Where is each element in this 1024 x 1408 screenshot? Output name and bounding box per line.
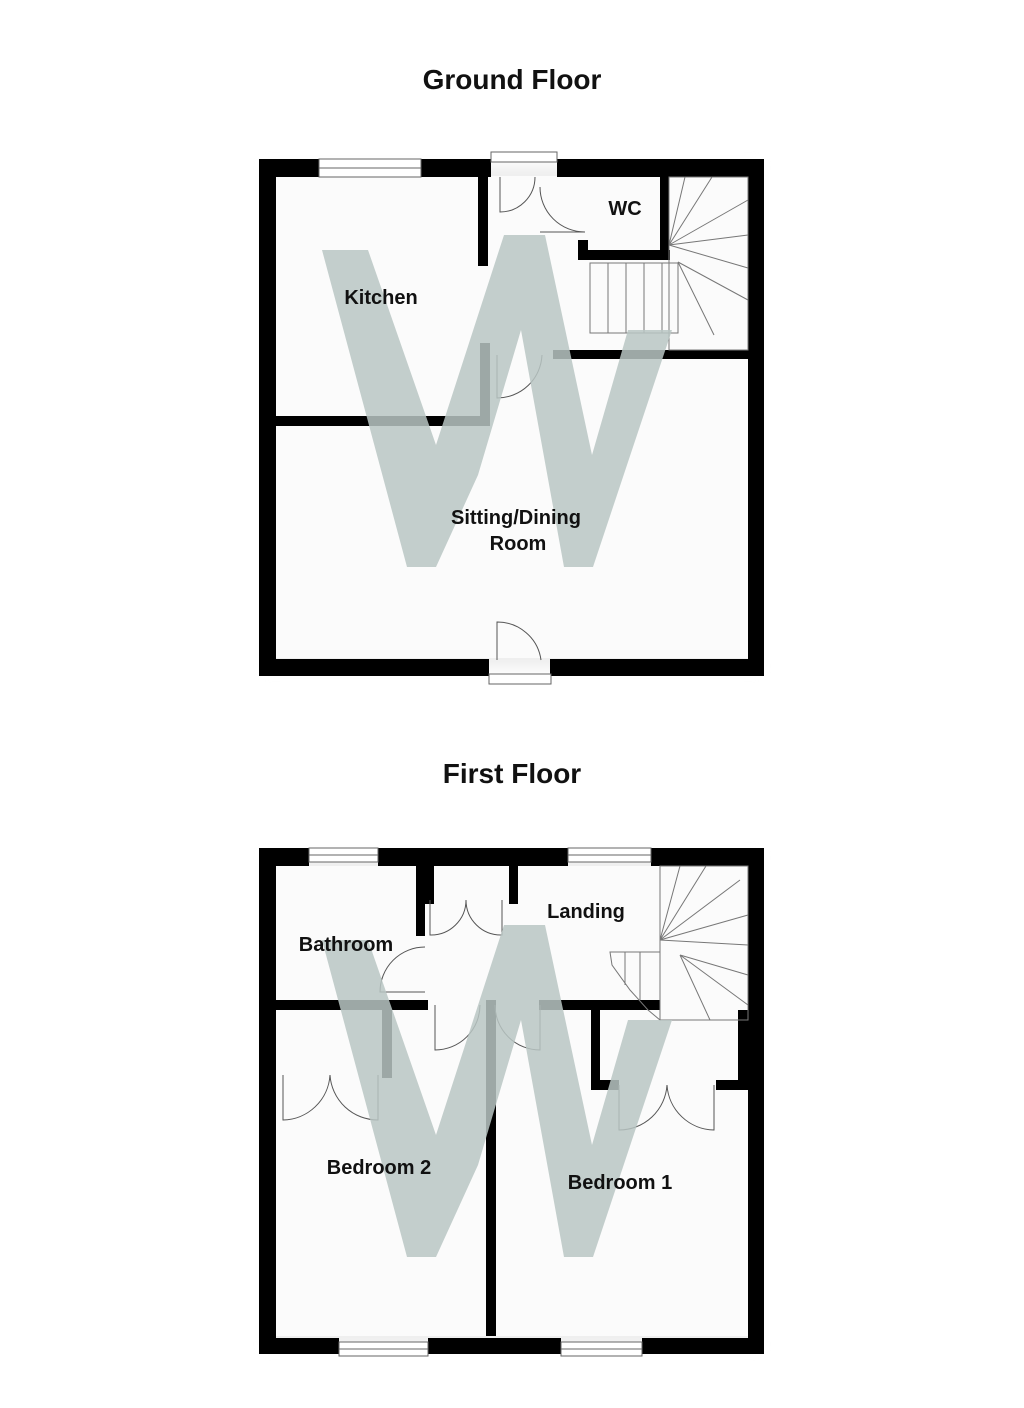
sitting-dining-label-line1: Sitting/Dining: [451, 507, 581, 529]
landing-label: Landing: [547, 901, 625, 923]
wc-label: WC: [608, 198, 642, 220]
ground-floor-plan: [259, 152, 764, 684]
bedroom-1-label: Bedroom 1: [567, 1172, 673, 1194]
kitchen-label: Kitchen: [344, 287, 418, 309]
first-floor-title: First Floor: [442, 758, 582, 789]
first-floor-plan: [259, 848, 764, 1356]
ground-floor-title: Ground Floor: [422, 64, 602, 95]
bedroom-2-label: Bedroom 2: [326, 1157, 432, 1179]
sitting-dining-label-line2: Room: [489, 533, 547, 555]
bathroom-label: Bathroom: [298, 934, 394, 956]
